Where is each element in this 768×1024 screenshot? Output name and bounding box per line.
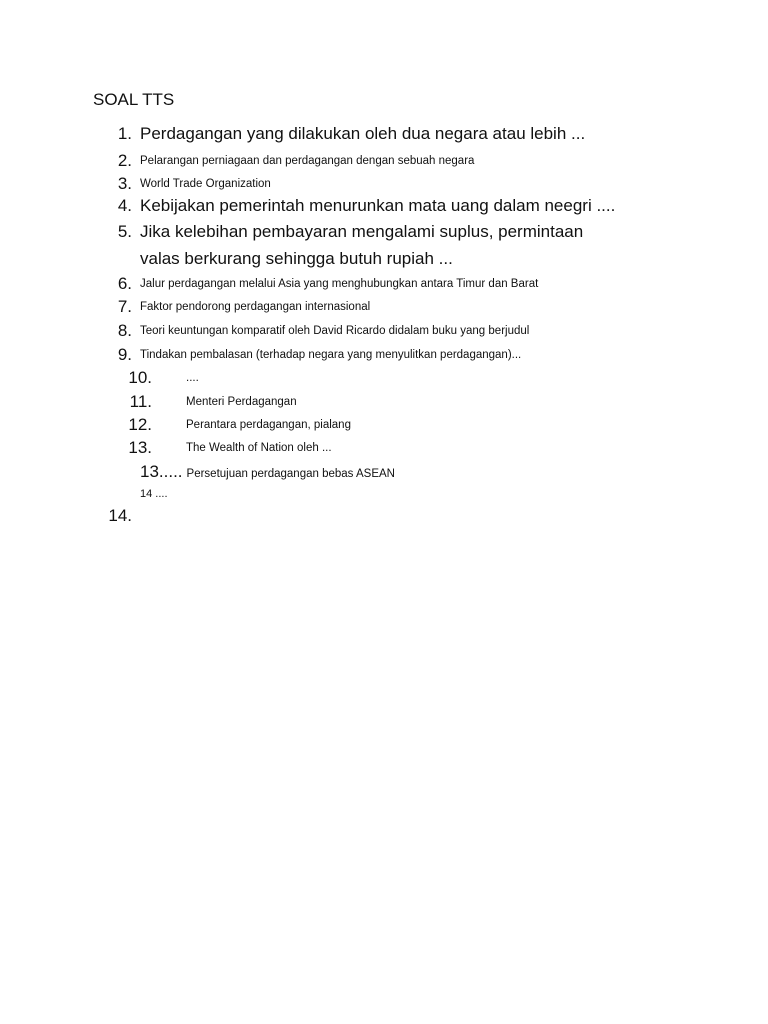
- list-item-extra-13: [140, 462, 395, 482]
- item-text: Pelarangan perniagaan dan perdagangan dengan sebuah negara: [140, 155, 475, 167]
- list-item-extra-14: 14 ....: [140, 488, 168, 500]
- item-text: Perantara perdagangan, pialang: [186, 419, 351, 431]
- item-number: 14.: [108, 506, 132, 525]
- item-number: 11.: [129, 392, 152, 411]
- item-text: Tindakan pembalasan (terhadap negara yang menyulitkan perdagangan)...: [140, 349, 522, 361]
- item-number: 5.: [117, 222, 132, 241]
- item-text-continued: valas berkurang sehingga butuh rupiah ...: [140, 249, 453, 268]
- item-text: Jalur perdagangan melalui Asia yang menghubungkan antara Timur dan Barat: [140, 278, 539, 290]
- page-title: SOAL TTS: [93, 90, 175, 109]
- item-text: World Trade Organization: [140, 178, 271, 190]
- item-number: 3.: [117, 174, 132, 193]
- item-text: Kebijakan pemerintah menurunkan mata uang dalam neegri ....: [140, 196, 616, 215]
- item-number: 7.: [117, 297, 132, 316]
- item-number: 1.: [117, 124, 132, 143]
- item-text: Faktor pendorong perdagangan internasional: [140, 301, 371, 313]
- item-number: 13.....: [140, 462, 183, 481]
- item-number: 8.: [117, 321, 132, 340]
- item-number: 10.: [128, 368, 152, 387]
- item-number: 2.: [117, 151, 132, 170]
- item-number: 4.: [117, 196, 132, 215]
- item-number: 6.: [117, 274, 132, 293]
- item-text: Menteri Perdagangan: [186, 396, 297, 408]
- item-text: Persetujuan perdagangan bebas ASEAN: [186, 468, 395, 480]
- item-text: The Wealth of Nation oleh ...: [186, 442, 332, 454]
- item-number: 9.: [117, 345, 132, 364]
- item-number: 13.: [128, 438, 152, 457]
- item-text: ....: [186, 372, 199, 384]
- item-text: Teori keuntungan komparatif oleh David Ricardo didalam buku yang berjudul: [140, 325, 530, 337]
- item-number: 12.: [128, 415, 152, 434]
- item-text: Jika kelebihan pembayaran mengalami suplus, permintaan: [140, 222, 584, 241]
- item-text: Perdagangan yang dilakukan oleh dua negara atau lebih ...: [140, 124, 586, 143]
